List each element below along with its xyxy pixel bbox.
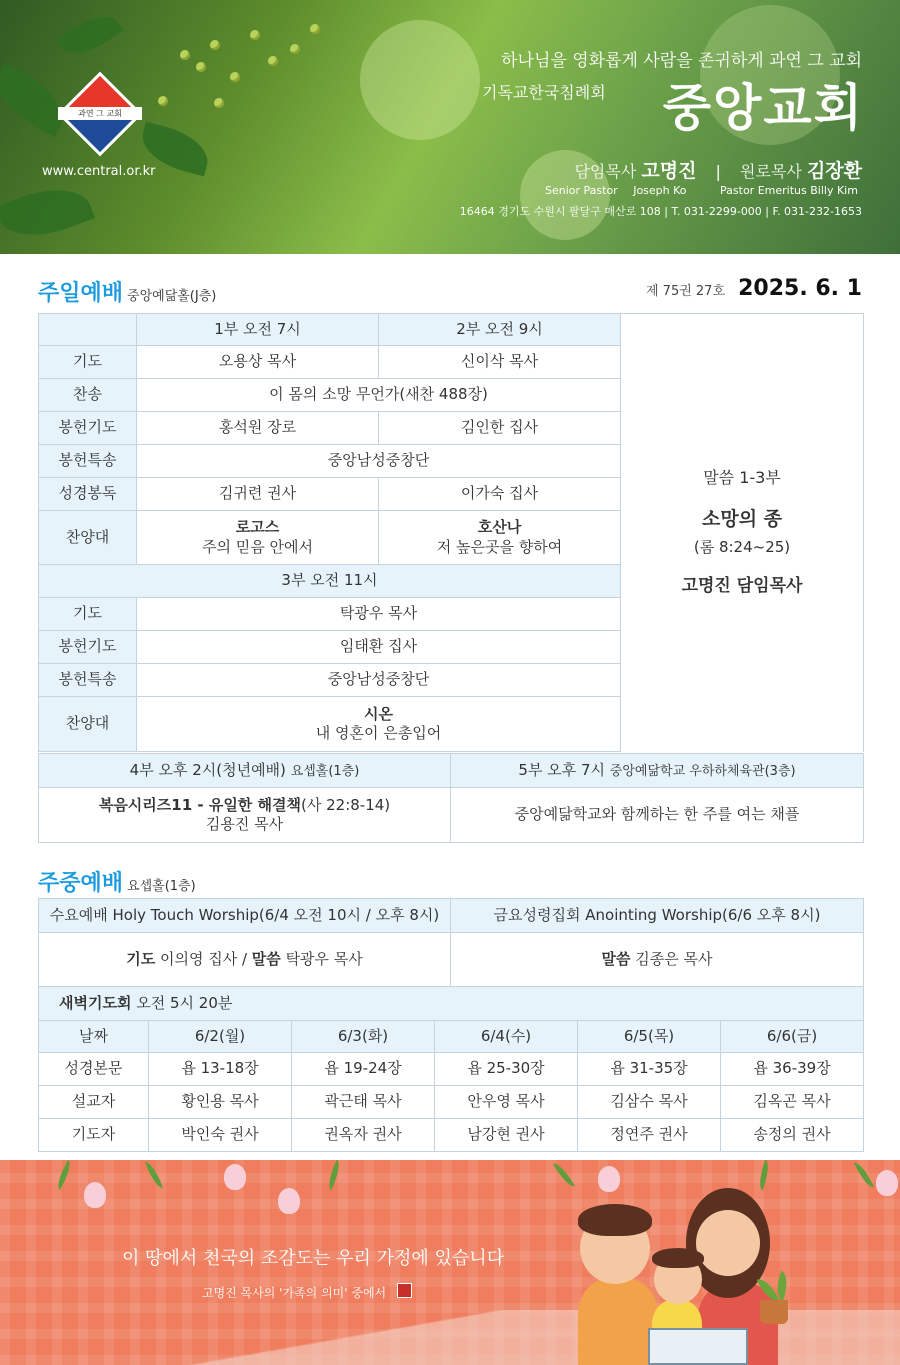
row-label: 봉헌특송	[39, 445, 137, 478]
column-header: 6/6(금)	[721, 1021, 864, 1053]
service4-header	[39, 754, 451, 788]
weekday-title: 주중예배	[38, 871, 124, 896]
flower-icon	[84, 1182, 106, 1208]
wed-word-label: 말씀	[251, 949, 281, 968]
berry	[158, 96, 168, 106]
service4-venue: 요셉홀(1층)	[290, 763, 360, 779]
cell-value: 홍석원 장로	[137, 412, 379, 445]
row-label: 찬양대	[39, 697, 137, 752]
service4-sermon: 복음시리즈11 - 유일한 해결책	[98, 795, 301, 814]
table-cell: 안우영 목사	[435, 1086, 578, 1119]
service2-header: 2부 오전 9시	[379, 314, 621, 346]
table-cell: 황인용 목사	[149, 1086, 292, 1119]
table-cell: 정연주 권사	[578, 1119, 721, 1152]
fri-header: 금요성령집회 Anointing Worship(6/6 오후 8시)	[451, 899, 864, 933]
row-label: 찬송	[39, 379, 137, 412]
berry	[210, 40, 220, 50]
senior-pastor-name: 고명진	[641, 160, 697, 182]
service5-venue: 중앙예닮학교 우하하체육관(3층)	[609, 763, 796, 779]
wed-word: 탁광우 목사	[285, 949, 363, 968]
leaf-decoration	[0, 176, 95, 249]
weekday-worship-table	[38, 898, 864, 987]
table-cell: 욥 36-39장	[721, 1053, 864, 1086]
family-illustration	[568, 1188, 798, 1365]
grass-decoration	[854, 1160, 874, 1190]
website-url[interactable]: www.central.or.kr	[42, 164, 156, 179]
dawn-prayer-table	[38, 986, 864, 1152]
grass-decoration	[755, 1160, 773, 1190]
bokeh-light	[360, 20, 480, 140]
table-row	[39, 933, 864, 987]
table-cell: 곽근태 목사	[292, 1086, 435, 1119]
service5-time: 5부 오후 7시	[518, 760, 605, 779]
service4-detail	[39, 788, 451, 843]
church-address: 16464 경기도 수원시 팔달구 매산로 108 | T. 031-2299-000 | F. 031-232-1653	[459, 205, 862, 218]
sermon-preacher: 고명진 담임목사	[681, 576, 803, 597]
flower-icon	[278, 1188, 300, 1214]
table-cell: 남강현 권사	[435, 1119, 578, 1152]
column-header: 날짜	[39, 1021, 149, 1053]
senior-pastor-en: Senior Pastor	[545, 184, 618, 197]
row-label: 봉헌특송	[39, 664, 137, 697]
footer-quote: 이 땅에서 천국의 조감도는 우리 가정에 있습니다	[122, 1248, 505, 1269]
weekday-venue: 요셉홀(1층)	[127, 879, 196, 894]
berry	[180, 50, 190, 60]
sermon-heading: 말씀 1-3부	[703, 468, 781, 488]
header-banner	[0, 0, 900, 254]
grass-decoration	[553, 1160, 575, 1190]
service4-time: 4부 오후 2시(청년예배)	[129, 760, 286, 779]
emeritus-name: 김장환	[806, 160, 862, 182]
sermon-scripture: (롬 8:24~25)	[693, 537, 791, 556]
table-row	[39, 1119, 864, 1152]
choir1-cell	[137, 511, 379, 565]
berry	[290, 44, 300, 54]
sunday-worship-table	[38, 313, 864, 752]
church-name: 중앙교회	[662, 79, 864, 137]
table-row	[39, 754, 864, 788]
church-logo	[58, 72, 142, 156]
seal-stamp-icon	[397, 1283, 412, 1298]
grass-decoration	[53, 1160, 75, 1190]
mother-head	[696, 1210, 760, 1276]
choir2-song: 저 높은곳을 향하여	[436, 537, 563, 556]
separator: |	[715, 162, 721, 181]
emeritus-label: 원로목사	[740, 162, 802, 181]
row-label: 성경봉독	[39, 478, 137, 511]
cell-value: 이가숙 집사	[379, 478, 621, 511]
senior-pastor-name-en: Joseph Ko	[633, 184, 687, 197]
table-row	[39, 788, 864, 843]
service4-preacher: 김용진 목사	[205, 815, 284, 833]
service5-header	[451, 754, 864, 788]
berry	[250, 30, 260, 40]
berry	[310, 24, 320, 34]
table-cell: 욥 13-18장	[149, 1053, 292, 1086]
dawn-title: 새벽기도회	[59, 993, 132, 1012]
wed-header: 수요예배 Holy Touch Worship(6/4 오전 10시 / 오후 8시)	[39, 899, 451, 933]
table-cell: 김삼수 목사	[578, 1086, 721, 1119]
tagline: 하나님을 영화롭게 사람을 존귀하게 과연 그 교회	[501, 51, 862, 71]
berry	[214, 98, 224, 108]
cell-value: 김귀련 권사	[137, 478, 379, 511]
dawn-header	[39, 987, 864, 1021]
service1-header: 1부 오전 7시	[137, 314, 379, 346]
grass-decoration	[324, 1160, 344, 1190]
sunday-title: 주일예배	[38, 281, 124, 306]
choir2-title: 호산나	[477, 518, 522, 536]
row-label: 성경본문	[39, 1053, 149, 1086]
service5-detail: 중앙예닮학교와 함께하는 한 주를 여는 채플	[451, 788, 864, 843]
table-cell: 박인숙 권사	[149, 1119, 292, 1152]
logo-text: 과연 그 교회	[58, 107, 142, 120]
row-label: 기도자	[39, 1119, 149, 1152]
column-header: 6/2(월)	[149, 1021, 292, 1053]
wed-prayer-label: 기도	[126, 949, 156, 968]
father-body	[578, 1278, 658, 1365]
choir2-cell	[379, 511, 621, 565]
cell-value: 탁광우 목사	[137, 598, 621, 631]
berry	[268, 56, 278, 66]
choir1-title: 로고스	[235, 518, 280, 536]
table-row	[39, 1021, 864, 1053]
flower-icon	[876, 1170, 898, 1196]
cell-value: 중앙남성중창단	[137, 445, 621, 478]
cell-value: 임태환 집사	[137, 631, 621, 664]
column-header: 6/5(목)	[578, 1021, 721, 1053]
sermon-info	[621, 314, 864, 752]
leaf-decoration	[57, 6, 123, 65]
table-cell: 욥 31-35장	[578, 1053, 721, 1086]
sermon-title: 소망의 종	[701, 508, 783, 530]
choir3-cell	[137, 697, 621, 752]
sunday-section-title	[38, 276, 216, 307]
column-header: 6/4(수)	[435, 1021, 578, 1053]
column-header: 6/3(화)	[292, 1021, 435, 1053]
wed-prayer: 이의영 집사 /	[159, 949, 248, 968]
issue-number: 제 75권 27호	[645, 284, 726, 299]
cell-value: 중앙남성중창단	[137, 664, 621, 697]
father-hair	[578, 1204, 652, 1236]
table-row	[39, 1086, 864, 1119]
table-row	[39, 314, 864, 346]
choir3-song: 내 영혼이 은총입어	[315, 724, 442, 742]
berry	[196, 62, 206, 72]
flower-icon	[224, 1164, 246, 1190]
sunday-venue: 중앙예닮홀(J층)	[127, 289, 217, 304]
footer-source: 고명진 목사의 '가족의 의미' 중에서	[202, 1286, 387, 1300]
denomination: 기독교한국침례회	[482, 83, 606, 102]
hymn-value: 이 몸의 소망 무언가(새찬 488장)	[137, 379, 621, 412]
row-label: 기도	[39, 598, 137, 631]
dawn-time: 오전 5시 20분	[136, 993, 233, 1012]
cell-value: 김인한 집사	[379, 412, 621, 445]
issue-info	[646, 276, 862, 301]
berry	[230, 72, 240, 82]
evening-services-table	[38, 753, 864, 843]
pastor-line	[574, 156, 862, 183]
table-cell: 욥 19-24장	[292, 1053, 435, 1086]
weekday-section-title	[38, 866, 196, 897]
service4-scripture: (사 22:8-14)	[301, 795, 391, 814]
row-label: 설교자	[39, 1086, 149, 1119]
book-icon	[648, 1328, 748, 1365]
issue-date: 2025. 6. 1	[738, 276, 862, 301]
table-cell: 권옥자 권사	[292, 1119, 435, 1152]
service3-header: 3부 오전 11시	[39, 565, 621, 598]
table-row	[39, 899, 864, 933]
fri-detail	[451, 933, 864, 987]
senior-pastor-label: 담임목사	[574, 162, 637, 181]
row-label: 봉헌기도	[39, 631, 137, 664]
table-row	[39, 987, 864, 1021]
footer-banner	[0, 1160, 900, 1365]
table-cell: 욥 25-30장	[435, 1053, 578, 1086]
row-label: 찬양대	[39, 511, 137, 565]
choir1-song: 주의 믿음 안에서	[202, 537, 313, 556]
emeritus-en: Pastor Emeritus Billy Kim	[720, 184, 858, 197]
grass-decoration	[145, 1160, 163, 1190]
plant-pot-icon	[760, 1300, 788, 1324]
pastor-line-en	[545, 184, 870, 197]
wed-detail	[39, 933, 451, 987]
table-row	[39, 1053, 864, 1086]
row-label: 봉헌기도	[39, 412, 137, 445]
row-label: 기도	[39, 346, 137, 379]
choir3-title: 시온	[364, 704, 393, 723]
table-cell: 김옥곤 목사	[721, 1086, 864, 1119]
fri-word: 김종은 목사	[635, 949, 713, 968]
child-hair	[652, 1248, 704, 1268]
cell-value: 오용상 목사	[137, 346, 379, 379]
corner-cell	[39, 314, 137, 346]
cell-value: 신이삭 목사	[379, 346, 621, 379]
fri-word-label: 말씀	[601, 949, 631, 968]
table-cell: 송정의 권사	[721, 1119, 864, 1152]
